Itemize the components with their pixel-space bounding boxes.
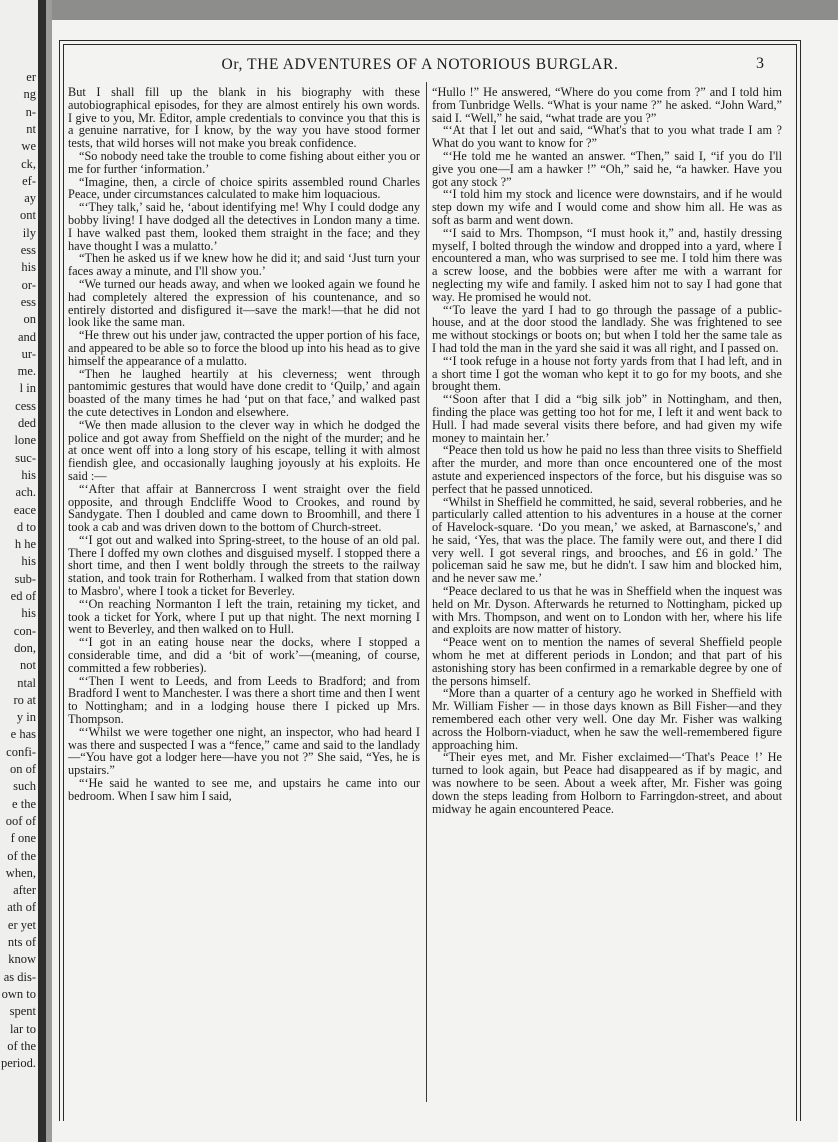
margin-fragment: ath of <box>7 900 36 915</box>
page-number: 3 <box>756 55 764 72</box>
paragraph: “‘I said to Mrs. Thompson, “I must hook it,” and, hastily dressing myself, I bolted through the window and dropped into a yard, where I encountered a man, who was surprised to see me. I told him there was a screw loose, and the bobbies were after me with a warrant for neglecting my wife and family. I asked him not to say I had gone that way. He promised he would not. <box>432 225 782 304</box>
margin-fragment: ay <box>24 191 36 206</box>
binding-gutter <box>38 0 46 1142</box>
margin-fragment: his <box>21 467 36 482</box>
margin-fragment: y in <box>16 710 36 725</box>
paragraph: “‘On reaching Normanton I left the train, retaining my ticket, and took a ticket for York, where I put up that night. The next morning I went to Beverley, and then walked on to Hull. <box>68 596 420 637</box>
margin-fragment: confi- <box>6 744 36 759</box>
margin-fragment: we <box>21 139 36 154</box>
margin-fragment: oof of <box>5 813 36 828</box>
paragraph: “‘I got out and walked into Spring-street, to the house of an old pal. There I doffed my own clothes and disguised myself. I stopped there a short time, and then I went boldly through the streets to the railway station, and took train for Rotherham. I walked from that station down to Masbro', where I took a ticket for Beverley. <box>68 532 420 599</box>
paragraph: “‘After that affair at Bannercross I went straight over the field opposite, and through Endcliffe Wood to Crookes, and round by Sandygate. Then I doubled and came down to Broomhill, and there I took a cab and was driven down to the bottom of Church-street. <box>68 481 420 535</box>
margin-fragment: ng <box>23 87 36 102</box>
paragraph: “Peace went on to mention the names of several Sheffield people whom he met at different periods in London; and that part of his astonishing story has been confirmed in a remarkable degree by one of the persons himself. <box>432 635 782 688</box>
margin-fragment: ur- <box>21 346 36 361</box>
margin-fragment: after <box>13 883 36 898</box>
paragraph: “We then made allusion to the clever way in which he dodged the police and got away from Sheffield on the night of the murder; and he at once went off into a long story of his escape, telling it with almost fiendish glee, and occasionally laughing joyously at his exploits. He said :— <box>68 417 420 483</box>
margin-fragment: e the <box>12 796 36 811</box>
margin-fragment: not <box>20 658 36 673</box>
margin-fragment: period. <box>0 1056 36 1071</box>
paragraph: “‘Whilst we were together one night, an inspector, who had heard I was there and suspected I was a “fence,” came and said to the landlady—“You have got a lodger here—have you not ?” She said, “Yes, he is upstairs.” <box>68 724 420 778</box>
paragraph: “Peace declared to us that he was in Sheffield when the inquest was held on Mr. Dyson. Afterwards he returned to Nottingham, picked up with Mrs. Thompson, and went on to London with her, where his life and exploits are now matter of history. <box>432 584 782 637</box>
paragraph: “So nobody need take the trouble to come fishing about either you or me for further ‘information.’ <box>68 148 420 176</box>
margin-fragment: on of <box>9 762 36 776</box>
margin-fragment: n- <box>25 104 36 119</box>
margin-fragment: lone <box>14 433 36 448</box>
margin-fragment: nts of <box>7 935 36 949</box>
column-divider <box>426 82 427 1102</box>
running-head: Or, THE ADVENTURES OF A NOTORIOUS BURGLAR. <box>221 56 619 73</box>
paragraph: “Peace then told us how he paid no less than three visits to Sheffield after the murder, and more than once encountered one of the most astute and experienced inspectors of the force, but his disguise was so perfect that he passed unnoticed. <box>432 443 782 496</box>
margin-fragment: his <box>21 554 36 569</box>
margin-fragment: as dis- <box>3 969 36 984</box>
margin-fragment: ef- <box>22 173 36 188</box>
margin-fragment: such <box>13 779 36 794</box>
margin-fragment: h he <box>14 537 36 552</box>
paragraph: “Then he laughed heartily at his cleverness; went through pantomimic gestures that would have done credit to ‘Quilp,’ and again boasted of the many times he had ‘put on that face,’ and walked past the cute detectives in London and elsewhere. <box>68 366 420 419</box>
margin-fragment: l in <box>19 381 36 396</box>
margin-fragment: or- <box>21 277 36 292</box>
margin-fragment: ro at <box>13 692 36 707</box>
margin-fragment: d to <box>16 519 36 534</box>
paragraph: “‘He said he wanted to see me, and upstairs he came into our bedroom. When I saw him I said, <box>68 776 420 803</box>
paragraph: “‘They talk,’ said he, ‘about identifying me! Why I could dodge any bobby living! I have dodged all the detectives in London many a time. I have walked past them, looked them straight in the face; and they have thought I was a mulatto.’ <box>68 200 420 253</box>
margin-fragment: when, <box>5 865 36 880</box>
margin-fragment: cess <box>15 398 36 413</box>
margin-fragment: suc- <box>15 450 36 465</box>
right-text-column <box>432 86 782 815</box>
margin-fragment: lar to <box>9 1021 36 1036</box>
margin-fragment: his <box>21 606 36 621</box>
margin-fragment: spent <box>9 1004 36 1019</box>
paragraph: But I shall fill up the blank in his biography with these autobiographical episodes, for they are almost entirely his own words. I give to you, Mr. Editor, ample credentials to convince you that this is a genuine narrative, for I know, by the way you have stood former tests, that wild horses will not make you break confidence. <box>68 85 420 151</box>
paragraph: “Hullo !” He answered, “Where do you come from ?” and I told him from Tunbridge Wells. “What is your name ?” he asked. “John Ward,” said I. “Well,” he said, “what trade are you ?” <box>432 85 782 125</box>
margin-fragment: er <box>26 70 36 84</box>
margin-fragment: sub- <box>14 571 36 586</box>
paragraph: “Then he asked us if we knew how he did it; and said ‘Just turn your faces away a minute, and I'll show you.’ <box>68 251 420 279</box>
paragraph: “‘To leave the yard I had to go through the passage of a public-house, and at the door stood the landlady. She was frightened to see me without stockings or boots on; but when I told her the same tale as I had told the man in the yard she said it was all right, and I passed on. <box>432 302 782 355</box>
margin-fragment: on <box>23 312 36 327</box>
margin-fragment: ded <box>17 416 36 430</box>
left-text-column <box>68 86 420 803</box>
paragraph: “‘He told me he wanted an answer. “Then,” said I, “if you do I'll give you one—I am a hawker !” “Oh,” said he, “a hawker. Have you got any stock ?” <box>432 148 782 189</box>
paragraph: “‘I told him my stock and licence were downstairs, and if he would step down my wife and I would come and show him all. He was as soft as barm and went down. <box>432 187 782 227</box>
paragraph: “‘Then I went to Leeds, and from Leeds to Bradford; and from Bradford I went to Manchester. I was there a short time and then I went to Nottingham; and in a lodging house there I picked up Mrs. Thompson. <box>68 673 420 727</box>
margin-fragment: don, <box>14 640 36 655</box>
margin-fragment: nt <box>26 121 36 136</box>
paragraph: “Imagine, then, a circle of choice spirits assembled round Charles Peace, under circumstances calculated to make him loquacious. <box>68 174 420 202</box>
margin-fragment: ck, <box>21 156 36 171</box>
adjacent-page-strip <box>0 0 38 1142</box>
margin-fragment: ach. <box>15 485 36 500</box>
margin-fragment: con- <box>13 623 36 638</box>
margin-fragment: ont <box>20 208 36 223</box>
margin-fragment: of the <box>7 1038 36 1053</box>
margin-fragment: own to <box>1 986 36 1001</box>
margin-fragment: ily <box>22 225 36 240</box>
paragraph: “‘I got in an eating house near the docks, where I stopped a considerable time, and did a ‘bit of work’—(meaning, of course, committed a few robberies). <box>68 635 420 675</box>
margin-fragment: eace <box>13 502 36 517</box>
paragraph: “Whilst in Sheffield he committed, he said, several robberies, and he particularly called attention to his adventures in a house at the corner of Havelock-square. ‘Do you mean,’ we asked, at Barnascone's,’ and he said, ‘Yes, that was the place. The family were out, and there I did very well. I got several rings, and brooches, and £6 in gold.’ The policeman said he saw me, but he didn't. I saw him and blocked him, and he never saw me.’ <box>432 494 782 586</box>
margin-fragment: his <box>21 260 36 275</box>
paragraph: “Their eyes met, and Mr. Fisher exclaimed—‘That's Peace !’ He turned to look again, but Peace had disappeared as if by magic, and was nowhere to be seen. About a week after, Mr. Fisher was going down the steps leading from Holborn to Farringdon-street, and about midway he again encountered Peace. <box>432 750 782 816</box>
margin-fragment: e has <box>10 727 36 742</box>
paragraph: “We turned our heads away, and when we looked again we found he had completely altered the expression of his countenance, and so entirely distorted and disfigured it—save the mark!—that he did not look like the same man. <box>68 276 420 330</box>
paragraph: “He threw out his under jaw, contracted the upper portion of his face, and appeared to be able so to force the blood up into his head as to give himself the appearance of a mulatto. <box>68 328 420 368</box>
paragraph: “‘Soon after that I did a “big silk job” in Nottingham, and then, finding the place was getting too hot for me, I left it and went back to Hull. I had made several visits there before, and had given my wife money to maintain her.’ <box>432 392 782 445</box>
margin-fragment: of the <box>7 848 36 863</box>
margin-fragment: er yet <box>7 917 36 932</box>
margin-fragment: ed of <box>10 589 36 603</box>
paragraph: “‘I took refuge in a house not forty yards from that I had left, and in a short time I got the woman who kept it to go for my boots, and she brought them. <box>432 353 782 394</box>
paragraph: “More than a quarter of a century ago he worked in Sheffield with Mr. William Fisher — in those days known as Bill Fisher—and they remembered each other very well. One day Mr. Fisher was walking across the Holborn-viaduct, when he saw the well-remembered figure approaching him. <box>432 686 782 752</box>
margin-fragment: ess <box>20 294 36 309</box>
margin-fragment: and <box>17 329 36 344</box>
margin-fragment: know <box>8 952 36 967</box>
margin-fragment: ess <box>20 243 36 257</box>
margin-fragment: ntal <box>17 675 36 690</box>
margin-fragment: me. <box>17 364 36 379</box>
margin-fragment: f one <box>10 831 36 846</box>
paragraph: “‘At that I let out and said, “What's that to you what trade I am ? What do you want to know for ?” <box>432 123 782 151</box>
